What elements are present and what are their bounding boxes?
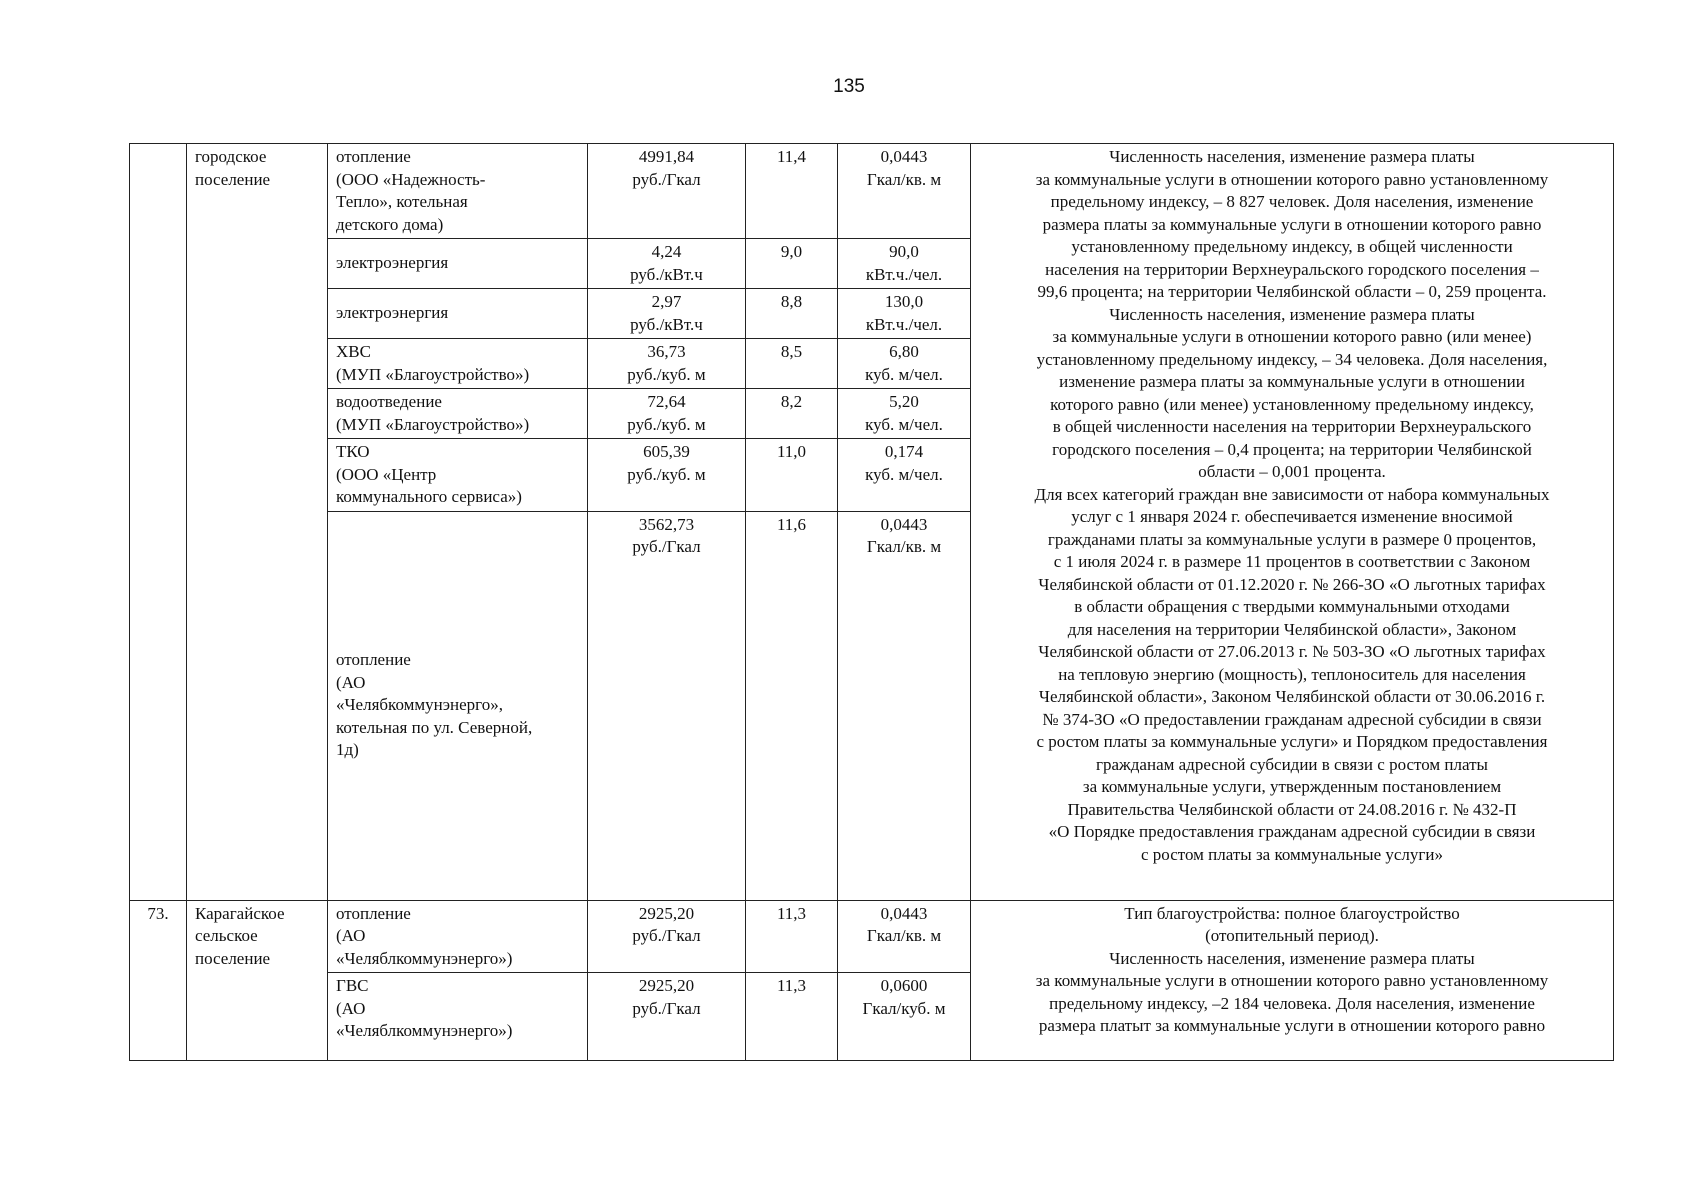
note-line: за коммунальные услуги в отношении которого равно (или менее) [1052, 327, 1532, 346]
service-name [328, 339, 588, 389]
norm-line: Гкал/кв. м [866, 169, 942, 189]
tariff-line: 36,73 [647, 342, 686, 361]
tariff-value [588, 239, 746, 289]
settlement-line: поселение [195, 948, 271, 968]
tariff-line: руб./куб. м [627, 414, 706, 434]
note-line: области – 0,001 процента. [1198, 462, 1386, 481]
note-line: населения на территории Верхнеуральского городского поселения – [1045, 259, 1539, 279]
note-line: Численность населения, изменение размера платы [1109, 147, 1475, 166]
population-note [971, 144, 1614, 901]
tariff-value [588, 439, 746, 512]
tariff-line: руб./Гкал [632, 998, 701, 1018]
note-line: установленному предельному индексу, в общей численности [1071, 237, 1513, 256]
service-name-line: (АО [336, 998, 366, 1018]
row-number [130, 144, 187, 901]
note-line: с 1 июля 2024 г. в размере 11 процентов в соответствии с Законом [1053, 552, 1531, 571]
service-name-line: котельная по ул. Северной, [336, 717, 533, 737]
note-line: которого равно (или менее) установленному предельному индексу, [1050, 394, 1534, 414]
norm-value [838, 339, 971, 389]
note-line: в области обращения с твердыми коммунальными отходами [1074, 597, 1510, 616]
note-line: Челябинской области от 27.06.2013 г. № 503-ЗО «О льготных тарифах [1038, 642, 1546, 661]
population-note [971, 900, 1614, 1061]
service-name-line: «Челябкоммунэнерго», [336, 695, 503, 715]
norm-value [838, 900, 971, 973]
tariff-line: руб./Гкал [632, 169, 701, 189]
index-value: 11,6 [746, 511, 838, 900]
tariff-value [588, 339, 746, 389]
note-line: установленному предельному индексу, – 34 человека. Доля населения, [1036, 349, 1548, 369]
norm-value [838, 973, 971, 1061]
service-name-line: коммунального сервиса») [336, 487, 522, 506]
service-name [328, 144, 588, 239]
tariff-table [129, 143, 1614, 1061]
page-number: 135 [833, 76, 865, 97]
norm-value [838, 144, 971, 239]
note-line: предельному индексу, –2 184 человека. Доля населения, изменение [1049, 993, 1535, 1013]
tariff-line: руб./Гкал [632, 926, 701, 945]
service-name [328, 239, 588, 289]
note-line: № 374-ЗО «О предоставлении гражданам адресной субсидии в связи [1042, 709, 1542, 729]
service-name-line: отопление [336, 650, 411, 670]
tariff-value [588, 289, 746, 339]
service-name-line: ХВС [336, 342, 371, 361]
tariff-line: 2,97 [651, 292, 682, 311]
norm-line: Гкал/кв. м [866, 926, 942, 945]
settlement-name [187, 144, 328, 901]
tariff-value [588, 973, 746, 1061]
service-name [328, 511, 588, 900]
note-line: предельному индексу, – 8 827 человек. Доля населения, изменение [1050, 192, 1534, 211]
norm-line: Гкал/куб. м [862, 998, 946, 1018]
norm-line: 90,0 [889, 242, 919, 261]
norm-line: куб. м/чел. [865, 414, 943, 434]
tariff-line: 2925,20 [638, 976, 695, 995]
norm-line: Гкал/кв. м [866, 537, 942, 556]
tariff-line: руб./куб. м [627, 364, 706, 384]
norm-value [838, 389, 971, 439]
norm-value [838, 289, 971, 339]
norm-line: 0,0600 [880, 976, 928, 995]
service-name [328, 973, 588, 1061]
index-value: 8,2 [746, 389, 838, 439]
tariff-line: 72,64 [647, 392, 686, 411]
index-value: 9,0 [746, 239, 838, 289]
tariff-line: 4991,84 [638, 147, 695, 166]
settlement-name [187, 900, 328, 1061]
note-line: гражданами платы за коммунальные услуги в размере 0 процентов, [1047, 529, 1537, 549]
note-line: Для всех категорий граждан вне зависимости от набора коммунальных [1034, 484, 1550, 504]
tariff-value [588, 144, 746, 239]
index-value: 11,3 [746, 900, 838, 973]
settlement-line: поселение [195, 169, 271, 189]
note-line: для населения на территории Челябинской области», Законом [1067, 619, 1517, 639]
norm-line: куб. м/чел. [865, 464, 943, 484]
service-name-line: электроэнергия [336, 303, 449, 323]
index-value: 11,4 [746, 144, 838, 239]
norm-line: 0,0443 [880, 147, 928, 166]
tariff-value [588, 900, 746, 973]
service-name [328, 439, 588, 512]
tariff-line: руб./Гкал [632, 537, 701, 556]
service-name-line: «Челяблкоммунэнерго») [336, 948, 513, 968]
settlement-line: Карагайское [195, 903, 285, 923]
service-name-line: ГВС [336, 976, 369, 995]
service-name [328, 289, 588, 339]
service-name-line: водоотведение [336, 392, 442, 411]
norm-line: 0,0443 [880, 514, 928, 534]
note-line: с ростом платы за коммунальные услуги» [1141, 844, 1443, 864]
norm-line: кВт.ч./чел. [865, 314, 943, 334]
note-line: Тип благоустройства: полное благоустройство [1124, 903, 1460, 923]
service-name-line: (МУП «Благоустройство») [336, 414, 530, 434]
service-name [328, 900, 588, 973]
norm-line: 0,174 [884, 442, 924, 461]
table-row [130, 900, 1614, 973]
service-name-line: 1д) [336, 740, 359, 760]
norm-line: 130,0 [884, 292, 924, 311]
service-name-line: (АО [336, 926, 366, 945]
norm-line: 6,80 [889, 342, 919, 361]
service-name-line: «Челяблкоммунэнерго») [336, 1021, 513, 1040]
norm-value [838, 239, 971, 289]
note-line: Правительства Челябинской области от 24.08.2016 г. № 432-П [1067, 799, 1517, 819]
tariff-line: 4,24 [651, 242, 682, 261]
service-name-line: отопление [336, 147, 411, 166]
norm-value [838, 511, 971, 900]
note-line: услуг с 1 января 2024 г. обеспечивается изменение вносимой [1071, 507, 1513, 526]
tariff-line: 2925,20 [638, 903, 695, 923]
tariff-line: 3562,73 [638, 514, 695, 534]
service-name [328, 389, 588, 439]
table-row [130, 144, 1614, 239]
note-line: размера платы за коммунальные услуги в отношении которого равно [1042, 214, 1542, 234]
note-line: на тепловую энергию (мощность), теплоноситель для населения [1058, 664, 1526, 684]
tariff-line: 605,39 [643, 442, 690, 461]
note-line: Челябинской области от 01.12.2020 г. № 266-ЗО «О льготных тарифах [1038, 574, 1546, 594]
settlement-line: сельское [195, 926, 258, 945]
note-line: изменение размера платы за коммунальные услуги в отношении [1059, 372, 1525, 391]
tariff-line: руб./куб. м [627, 464, 706, 484]
service-name-line: электроэнергия [336, 253, 449, 273]
tariff-value [588, 511, 746, 900]
note-line: за коммунальные услуги в отношении которого равно установленному [1035, 169, 1549, 189]
norm-line: 0,0443 [880, 903, 928, 923]
note-line: размера платыт за коммунальные услуги в отношении которого равно [1038, 1016, 1546, 1035]
service-name-line: (ООО «Центр [336, 464, 437, 484]
note-line: за коммунальные услуги, утвержденным постановлением [1082, 777, 1502, 796]
tariff-line: руб./кВт.ч [630, 264, 703, 284]
service-name-line: отопление [336, 903, 411, 923]
tariff-value [588, 389, 746, 439]
row-number: 73. [130, 900, 187, 1061]
norm-value [838, 439, 971, 512]
note-line: «О Порядке предоставления гражданам адресной субсидии в связи [1048, 822, 1536, 841]
index-value: 11,3 [746, 973, 838, 1061]
service-name-line: (ООО «Надежность- [336, 169, 486, 189]
note-line: Численность населения, изменение размера платы [1109, 948, 1475, 968]
note-line: (отопительный период). [1205, 926, 1379, 945]
service-name-line: ТКО [336, 442, 370, 461]
note-line: за коммунальные услуги в отношении которого равно установленному [1035, 971, 1549, 990]
note-line: Численность населения, изменение размера платы [1109, 304, 1475, 324]
index-value: 8,5 [746, 339, 838, 389]
service-name-line: (МУП «Благоустройство») [336, 364, 530, 384]
note-line: 99,6 процента; на территории Челябинской области – 0, 259 процента. [1037, 282, 1547, 301]
tariff-line: руб./кВт.ч [630, 314, 703, 334]
service-name-line: детского дома) [336, 214, 444, 234]
note-line: Челябинской области», Законом Челябинской области от 30.06.2016 г. [1038, 687, 1546, 706]
service-name-line: (АО [336, 672, 366, 692]
index-value: 8,8 [746, 289, 838, 339]
note-line: в общей численности населения на территории Верхнеуральского [1052, 417, 1532, 436]
note-line: гражданам адресной субсидии в связи с ростом платы [1096, 754, 1488, 774]
norm-line: 5,20 [889, 392, 919, 411]
note-line: городского поселения – 0,4 процента; на территории Челябинской [1052, 439, 1532, 459]
note-line: с ростом платы за коммунальные услуги» и Порядком предоставления [1036, 732, 1548, 751]
norm-line: кВт.ч./чел. [865, 264, 943, 284]
norm-line: куб. м/чел. [865, 364, 943, 384]
settlement-line: городское [195, 147, 267, 166]
service-name-line: Тепло», котельная [336, 192, 468, 211]
index-value: 11,0 [746, 439, 838, 512]
